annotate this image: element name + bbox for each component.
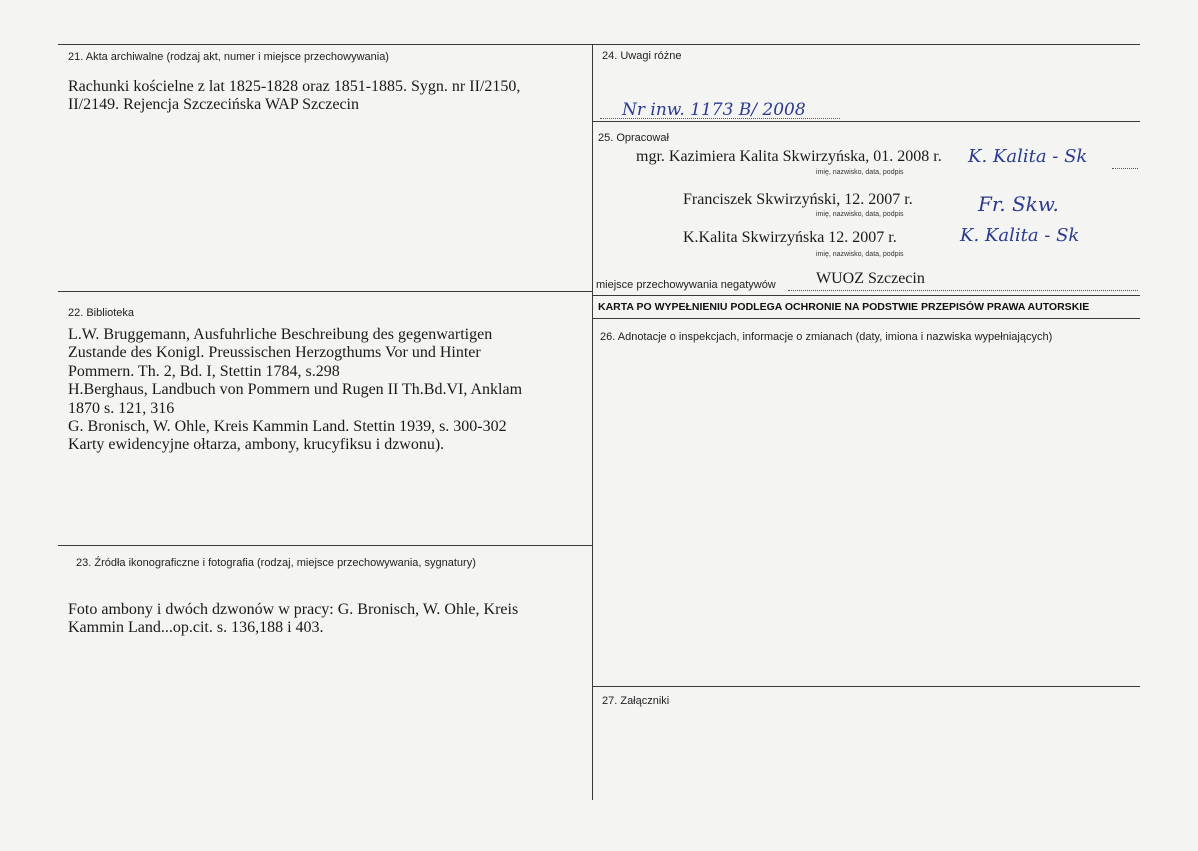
- negatives-value: WUOZ Szczecin: [816, 270, 925, 287]
- section-23-text: [68, 601, 518, 638]
- right-divider-26-27: [592, 686, 1140, 687]
- left-divider-21-22: [58, 291, 592, 292]
- section-25-label: 25. Opracował: [598, 132, 669, 144]
- author-1-name: mgr. Kazimiera Kalita Skwirzyńska, 01. 2008 r.: [636, 148, 942, 165]
- author-3-name: K.Kalita Skwirzyńska 12. 2007 r.: [683, 229, 897, 246]
- text-line: Kammin Land...op.cit. s. 136,188 i 403.: [68, 619, 324, 637]
- text-line: L.W. Bruggemann, Ausfuhrliche Beschreibung des gegenwartigen: [68, 326, 493, 343]
- right-divider-24-25: [592, 121, 1140, 122]
- author-2-caption: imię, nazwisko, data, podpis: [816, 211, 904, 218]
- inventory-dotted-line: [600, 118, 840, 119]
- text-line: Foto ambony i dwóch dzwonów w pracy: G. Bronisch, W. Ohle, Kreis: [68, 601, 519, 618]
- author-3-signature: K. Kalita - Sk: [960, 225, 1080, 246]
- section-27-label: 27. Załączniki: [602, 695, 670, 707]
- inventory-number-handwritten: Nr inw. 1173 B/ 2008: [622, 100, 806, 120]
- negatives-dotted-line: [788, 290, 1138, 291]
- top-border: [58, 44, 1140, 45]
- author-1-caption: imię, nazwisko, data, podpis: [816, 169, 904, 176]
- author-2-signature: Fr. Skw.: [978, 192, 1059, 216]
- text-line: G. Bronisch, W. Ohle, Kreis Kammin Land. Stettin 1939, s. 300-302: [68, 418, 507, 436]
- author-1-dotted-line: [1112, 168, 1138, 169]
- text-line: Pommern. Th. 2, Bd. I, Stettin 1784, s.298: [68, 362, 340, 380]
- author-2-name: Franciszek Skwirzyński, 12. 2007 r.: [683, 191, 913, 208]
- left-divider-22-23: [58, 545, 592, 546]
- section-22-label: 22. Biblioteka: [68, 307, 135, 319]
- text-line: Rachunki kościelne z lat 1825-1828 oraz 1851-1885. Sygn. nr II/2150,: [68, 78, 521, 95]
- section-22-text: [68, 326, 522, 455]
- section-23-label: 23. Źródła ikonograficzne i fotografia (rodzaj, miejsce przechowywania, sygnatury): [76, 557, 476, 569]
- text-line: II/2149. Rejencja Szczecińska WAP Szczecin: [68, 96, 359, 114]
- right-divider-25-note: [592, 295, 1140, 296]
- text-line: 1870 s. 121, 316: [68, 399, 175, 417]
- section-24-label: 24. Uwagi różne: [602, 50, 682, 62]
- copyright-note: KARTA PO WYPEŁNIENIU PODLEGA OCHRONIE NA PODSTWIE PRZEPISÓW PRAWA AUTORSKIE: [598, 301, 1090, 313]
- author-1-signature: K. Kalita - Sk: [968, 146, 1088, 167]
- right-divider-note-26: [592, 318, 1140, 319]
- text-line: Karty ewidencyjne ołtarza, ambony, krucyfiksu i dzwonu).: [68, 436, 445, 454]
- author-3-caption: imię, nazwisko, data, podpis: [816, 251, 904, 258]
- section-21-label: 21. Akta archiwalne (rodzaj akt, numer i miejsce przechowywania): [68, 51, 389, 63]
- text-line: Zustande des Konigl. Preussischen Herzogthums Vor und Hinter: [68, 344, 481, 362]
- text-line: H.Berghaus, Landbuch von Pommern und Rugen II Th.Bd.VI, Anklam: [68, 381, 523, 399]
- section-26-label: 26. Adnotacje o inspekcjach, informacje o zmianach (daty, imiona i nazwiska wypełniających): [600, 331, 1053, 343]
- negatives-label: miejsce przechowywania negatywów: [596, 279, 776, 291]
- section-21-text: [68, 78, 520, 115]
